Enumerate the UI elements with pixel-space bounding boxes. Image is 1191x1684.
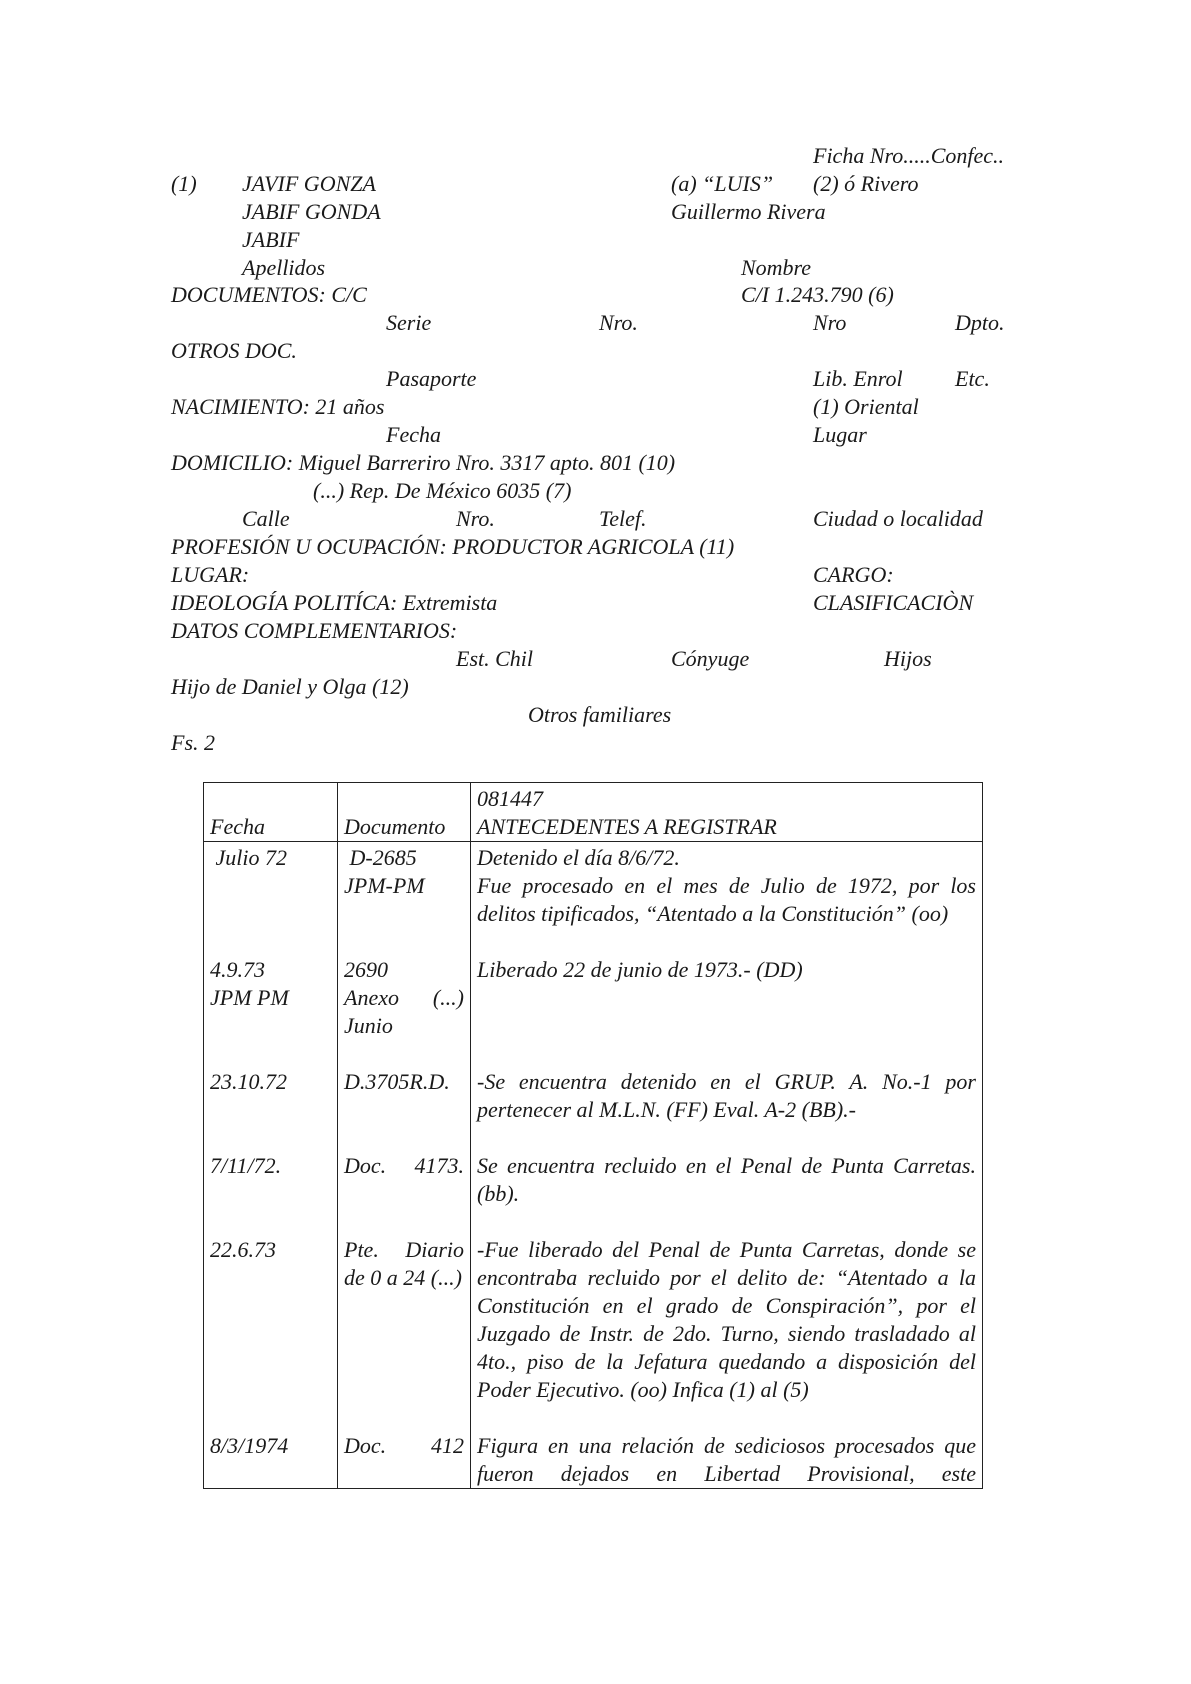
alias-alt: (2) ó Rivero (813, 171, 919, 196)
ci-value: C/I 1.243.790 (6) (741, 282, 894, 307)
label-serie: Serie (386, 310, 432, 335)
row-antecedente: Detenido el día 8/6/72. Fue procesado en el mes de Julio de 1972, por los delitos tipificados, “Atentado a la Constitución” (oo) (471, 842, 983, 957)
label-pasaporte: Pasaporte (386, 366, 477, 391)
table-row (204, 1236, 983, 1432)
otros-doc-field: OTROS DOC. (171, 338, 297, 363)
registry-number: 081447 (477, 786, 543, 811)
row-fecha: 22.6.73 (204, 1236, 338, 1432)
label-calle: Calle (242, 506, 290, 531)
domicilio-line-2: (...) Rep. De México 6035 (7) (313, 478, 572, 503)
row-antecedente: -Fue liberado del Penal de Punta Carretas, donde se encontraba recluido por el delito de: “Atentado a la Constitución en el grado de Conspiración”, por el Juzgado de Instr. de 2do. Turno, siendo trasladado al 4to., piso de la Jefatura quedando a disposición del Poder Ejecutivo. (oo) Infica (1) al (5) (471, 1236, 983, 1432)
alias: (a) “LUIS” (671, 171, 774, 196)
row-fecha: Julio 72 (204, 842, 338, 957)
row-fecha: 23.10.72 (204, 1068, 338, 1152)
label-nro-3: Nro. (456, 506, 495, 531)
label-etc: Etc. (955, 366, 990, 391)
row-antecedente: Figura en una relación de sediciosos procesados que fueron dejados en Libertad Provisional, este (471, 1432, 983, 1489)
table-row (204, 956, 983, 1068)
datos-complementarios: DATOS COMPLEMENTARIOS: (171, 618, 458, 643)
label-est-chil: Est. Chil (456, 646, 534, 671)
table-row (204, 842, 983, 957)
row-documento: Pte. Diario de 0 a 24 (...) (338, 1236, 471, 1432)
row-antecedente: -Se encuentra detenido en el GRUP. A. No.-1 por pertenecer al M.L.N. (FF) Eval. A-2 (BB).- (471, 1068, 983, 1152)
row-antecedente: Liberado 22 de junio de 1973.- (DD) (471, 956, 983, 1068)
label-otros-familiares: Otros familiares (528, 702, 672, 727)
row-fecha: 8/3/1974 (204, 1432, 338, 1489)
row-documento: 2690 Anexo (...) Junio (338, 956, 471, 1068)
row-documento: Doc. 412 (338, 1432, 471, 1489)
header-antecedentes: ANTECEDENTES A REGISTRAR (477, 814, 777, 839)
documentos-field: DOCUMENTOS: C/C (171, 282, 367, 307)
surname-3: JABIF (242, 227, 300, 252)
row-fecha: 7/11/72. (204, 1152, 338, 1236)
item-number: (1) (171, 171, 197, 196)
nacimiento-field: NACIMIENTO: 21 años (171, 394, 385, 419)
table-row (204, 1432, 983, 1489)
profesion-field: PROFESIÓN U OCUPACIÓN: PRODUCTOR AGRICOLA (11) (171, 534, 735, 559)
header-antecedentes-cell (471, 783, 983, 842)
label-nro-2: Nro (813, 310, 847, 335)
row-documento: D-2685 JPM-PM (338, 842, 471, 957)
lugar-value: (1) Oriental (813, 394, 919, 419)
table-body (204, 842, 983, 1489)
label-conyuge: Cónyuge (671, 646, 750, 671)
cargo-field: CARGO: (813, 562, 894, 587)
label-ciudad: Ciudad o localidad (813, 506, 983, 531)
header-documento: Documento (338, 783, 471, 842)
label-lib-enrol: Lib. Enrol (813, 366, 903, 391)
header-fecha: Fecha (204, 783, 338, 842)
surname-2: JABIF GONDA (242, 199, 381, 224)
lugar-field: LUGAR: (171, 562, 250, 587)
antecedentes-table (203, 782, 983, 1489)
ficha-number: Ficha Nro.....Confec.. (813, 143, 1005, 168)
label-telef: Telef. (599, 506, 647, 531)
row-documento: Doc. 4173. (338, 1152, 471, 1236)
hijo-de: Hijo de Daniel y Olga (12) (171, 674, 409, 699)
row-documento: D.3705R.D. (338, 1068, 471, 1152)
clasificacion-field: CLASIFICACIÒN (813, 590, 974, 615)
row-antecedente: Se encuentra recluido en el Penal de Punta Carretas. (bb). (471, 1152, 983, 1236)
label-hijos: Hijos (884, 646, 932, 671)
label-lugar: Lugar (813, 422, 867, 447)
surname-1: JAVIF GONZA (242, 171, 376, 196)
label-nro: Nro. (599, 310, 638, 335)
table-header-row (204, 783, 983, 842)
fs-number: Fs. 2 (171, 730, 215, 755)
alias-name: Guillermo Rivera (671, 199, 826, 224)
table-row (204, 1152, 983, 1236)
table-row (204, 1068, 983, 1152)
ideologia-field: IDEOLOGÍA POLITÍCA: Extremista (171, 590, 498, 615)
domicilio-field: DOMICILIO: Miguel Barreriro Nro. 3317 apto. 801 (10) (171, 450, 676, 475)
row-fecha: 4.9.73 JPM PM (204, 956, 338, 1068)
label-nombre: Nombre (741, 255, 812, 280)
label-dpto: Dpto. (955, 310, 1005, 335)
label-fecha: Fecha (386, 422, 441, 447)
label-apellidos: Apellidos (242, 255, 326, 280)
